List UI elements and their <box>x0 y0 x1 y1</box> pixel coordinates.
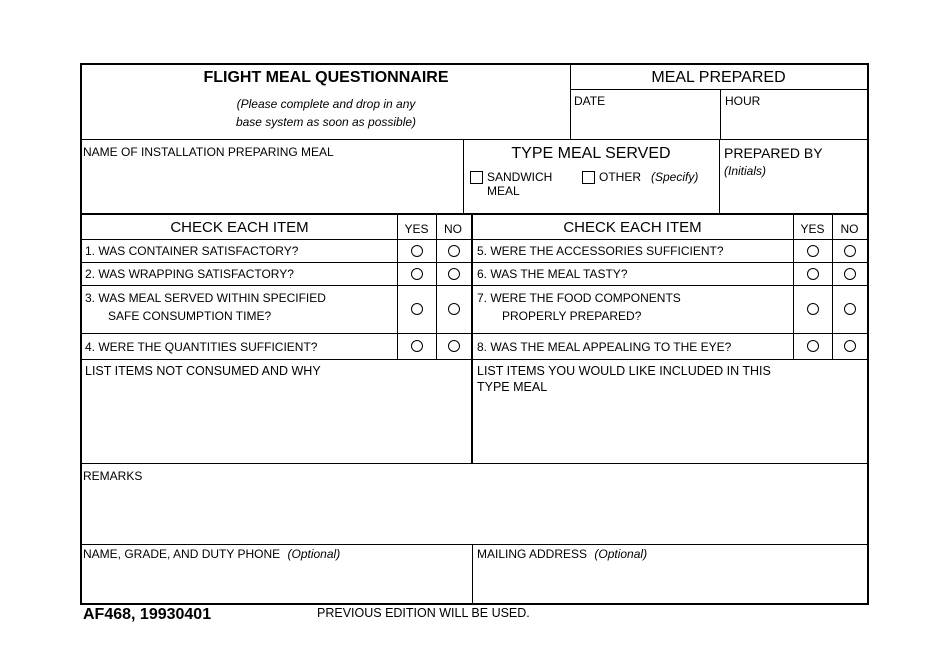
q1-yes-radio[interactable] <box>411 245 423 257</box>
like-included-line-2: TYPE MEAL <box>477 380 548 394</box>
check-header-left: CHECK EACH ITEM <box>170 219 309 236</box>
q7-yes-radio[interactable] <box>807 303 819 315</box>
date-label: DATE <box>574 94 606 108</box>
meal-prepared-heading: MEAL PREPARED <box>651 69 786 86</box>
other-checkbox[interactable] <box>582 171 595 184</box>
initials-label: (Initials) <box>724 164 767 178</box>
sandwich-label: SANDWICH <box>487 170 553 184</box>
mailing-address-field[interactable] <box>474 563 866 603</box>
question-2: 2. WAS WRAPPING SATISFACTORY? <box>85 267 294 281</box>
like-included-line-1: LIST ITEMS YOU WOULD LIKE INCLUDED IN THIS <box>477 364 771 378</box>
form-id: AF468, 19930401 <box>83 606 212 623</box>
like-included-field[interactable] <box>473 396 866 461</box>
prepared-by-field[interactable] <box>722 180 866 211</box>
not-consumed-field[interactable] <box>83 381 469 461</box>
question-8: 8. WAS THE MEAL APPEALING TO THE EYE? <box>477 340 732 354</box>
no-header-right: NO <box>840 222 859 236</box>
hour-field[interactable] <box>721 109 867 138</box>
q3-no-radio[interactable] <box>448 303 460 315</box>
q4-no-radio[interactable] <box>448 340 460 352</box>
mailing-address-text: MAILING ADDRESS <box>477 547 588 561</box>
questionnaire-form <box>80 63 869 605</box>
name-grade-phone-label <box>83 547 340 561</box>
date-field[interactable] <box>571 109 719 138</box>
q2-yes-radio[interactable] <box>411 268 423 280</box>
question-3-line-1: 3. WAS MEAL SERVED WITHIN SPECIFIED <box>85 291 326 305</box>
other-label: OTHER <box>599 170 641 184</box>
check-header-right: CHECK EACH ITEM <box>563 219 702 236</box>
installation-field[interactable] <box>83 161 461 211</box>
q3-yes-radio[interactable] <box>411 303 423 315</box>
q8-yes-radio[interactable] <box>807 340 819 352</box>
name-optional-text: (Optional) <box>287 547 341 561</box>
name-grade-phone-text: NAME, GRADE, AND DUTY PHONE <box>83 547 281 561</box>
q4-yes-radio[interactable] <box>411 340 423 352</box>
previous-edition-note: PREVIOUS EDITION WILL BE USED. <box>317 606 530 620</box>
question-3-line-2: SAFE CONSUMPTION TIME? <box>108 309 272 323</box>
question-1: 1. WAS CONTAINER SATISFACTORY? <box>85 244 299 258</box>
remarks-field[interactable] <box>83 485 866 542</box>
form-title: FLIGHT MEAL QUESTIONNAIRE <box>203 69 449 86</box>
question-7-line-2: PROPERLY PREPARED? <box>502 309 642 323</box>
q5-no-radio[interactable] <box>844 245 856 257</box>
q5-yes-radio[interactable] <box>807 245 819 257</box>
hour-label: HOUR <box>725 94 761 108</box>
instruction-line-1: (Please complete and drop in any <box>236 97 416 111</box>
remarks-label: REMARKS <box>83 469 143 483</box>
yes-header-right: YES <box>800 222 825 236</box>
q6-no-radio[interactable] <box>844 268 856 280</box>
question-4: 4. WERE THE QUANTITIES SUFFICIENT? <box>85 340 318 354</box>
q6-yes-radio[interactable] <box>807 268 819 280</box>
instruction-line-2: base system as soon as possible) <box>235 115 417 129</box>
q8-no-radio[interactable] <box>844 340 856 352</box>
no-header-left: NO <box>444 222 462 236</box>
type-meal-heading: TYPE MEAL SERVED <box>511 145 671 162</box>
mailing-address-label <box>477 547 647 561</box>
yes-header-left: YES <box>404 222 429 236</box>
prepared-by-heading: PREPARED BY <box>724 145 823 161</box>
q7-no-radio[interactable] <box>844 303 856 315</box>
not-consumed-label: LIST ITEMS NOT CONSUMED AND WHY <box>85 364 321 378</box>
q2-no-radio[interactable] <box>448 268 460 280</box>
q1-no-radio[interactable] <box>448 245 460 257</box>
question-7-line-1: 7. WERE THE FOOD COMPONENTS <box>477 291 681 305</box>
mailing-optional-text: (Optional) <box>594 547 648 561</box>
meal-label: MEAL <box>487 184 520 198</box>
question-6: 6. WAS THE MEAL TASTY? <box>477 267 628 281</box>
installation-label: NAME OF INSTALLATION PREPARING MEAL <box>83 145 334 159</box>
sandwich-checkbox[interactable] <box>470 171 483 184</box>
name-grade-phone-field[interactable] <box>83 563 469 603</box>
specify-label: (Specify) <box>651 170 699 184</box>
question-5: 5. WERE THE ACCESSORIES SUFFICIENT? <box>477 244 724 258</box>
